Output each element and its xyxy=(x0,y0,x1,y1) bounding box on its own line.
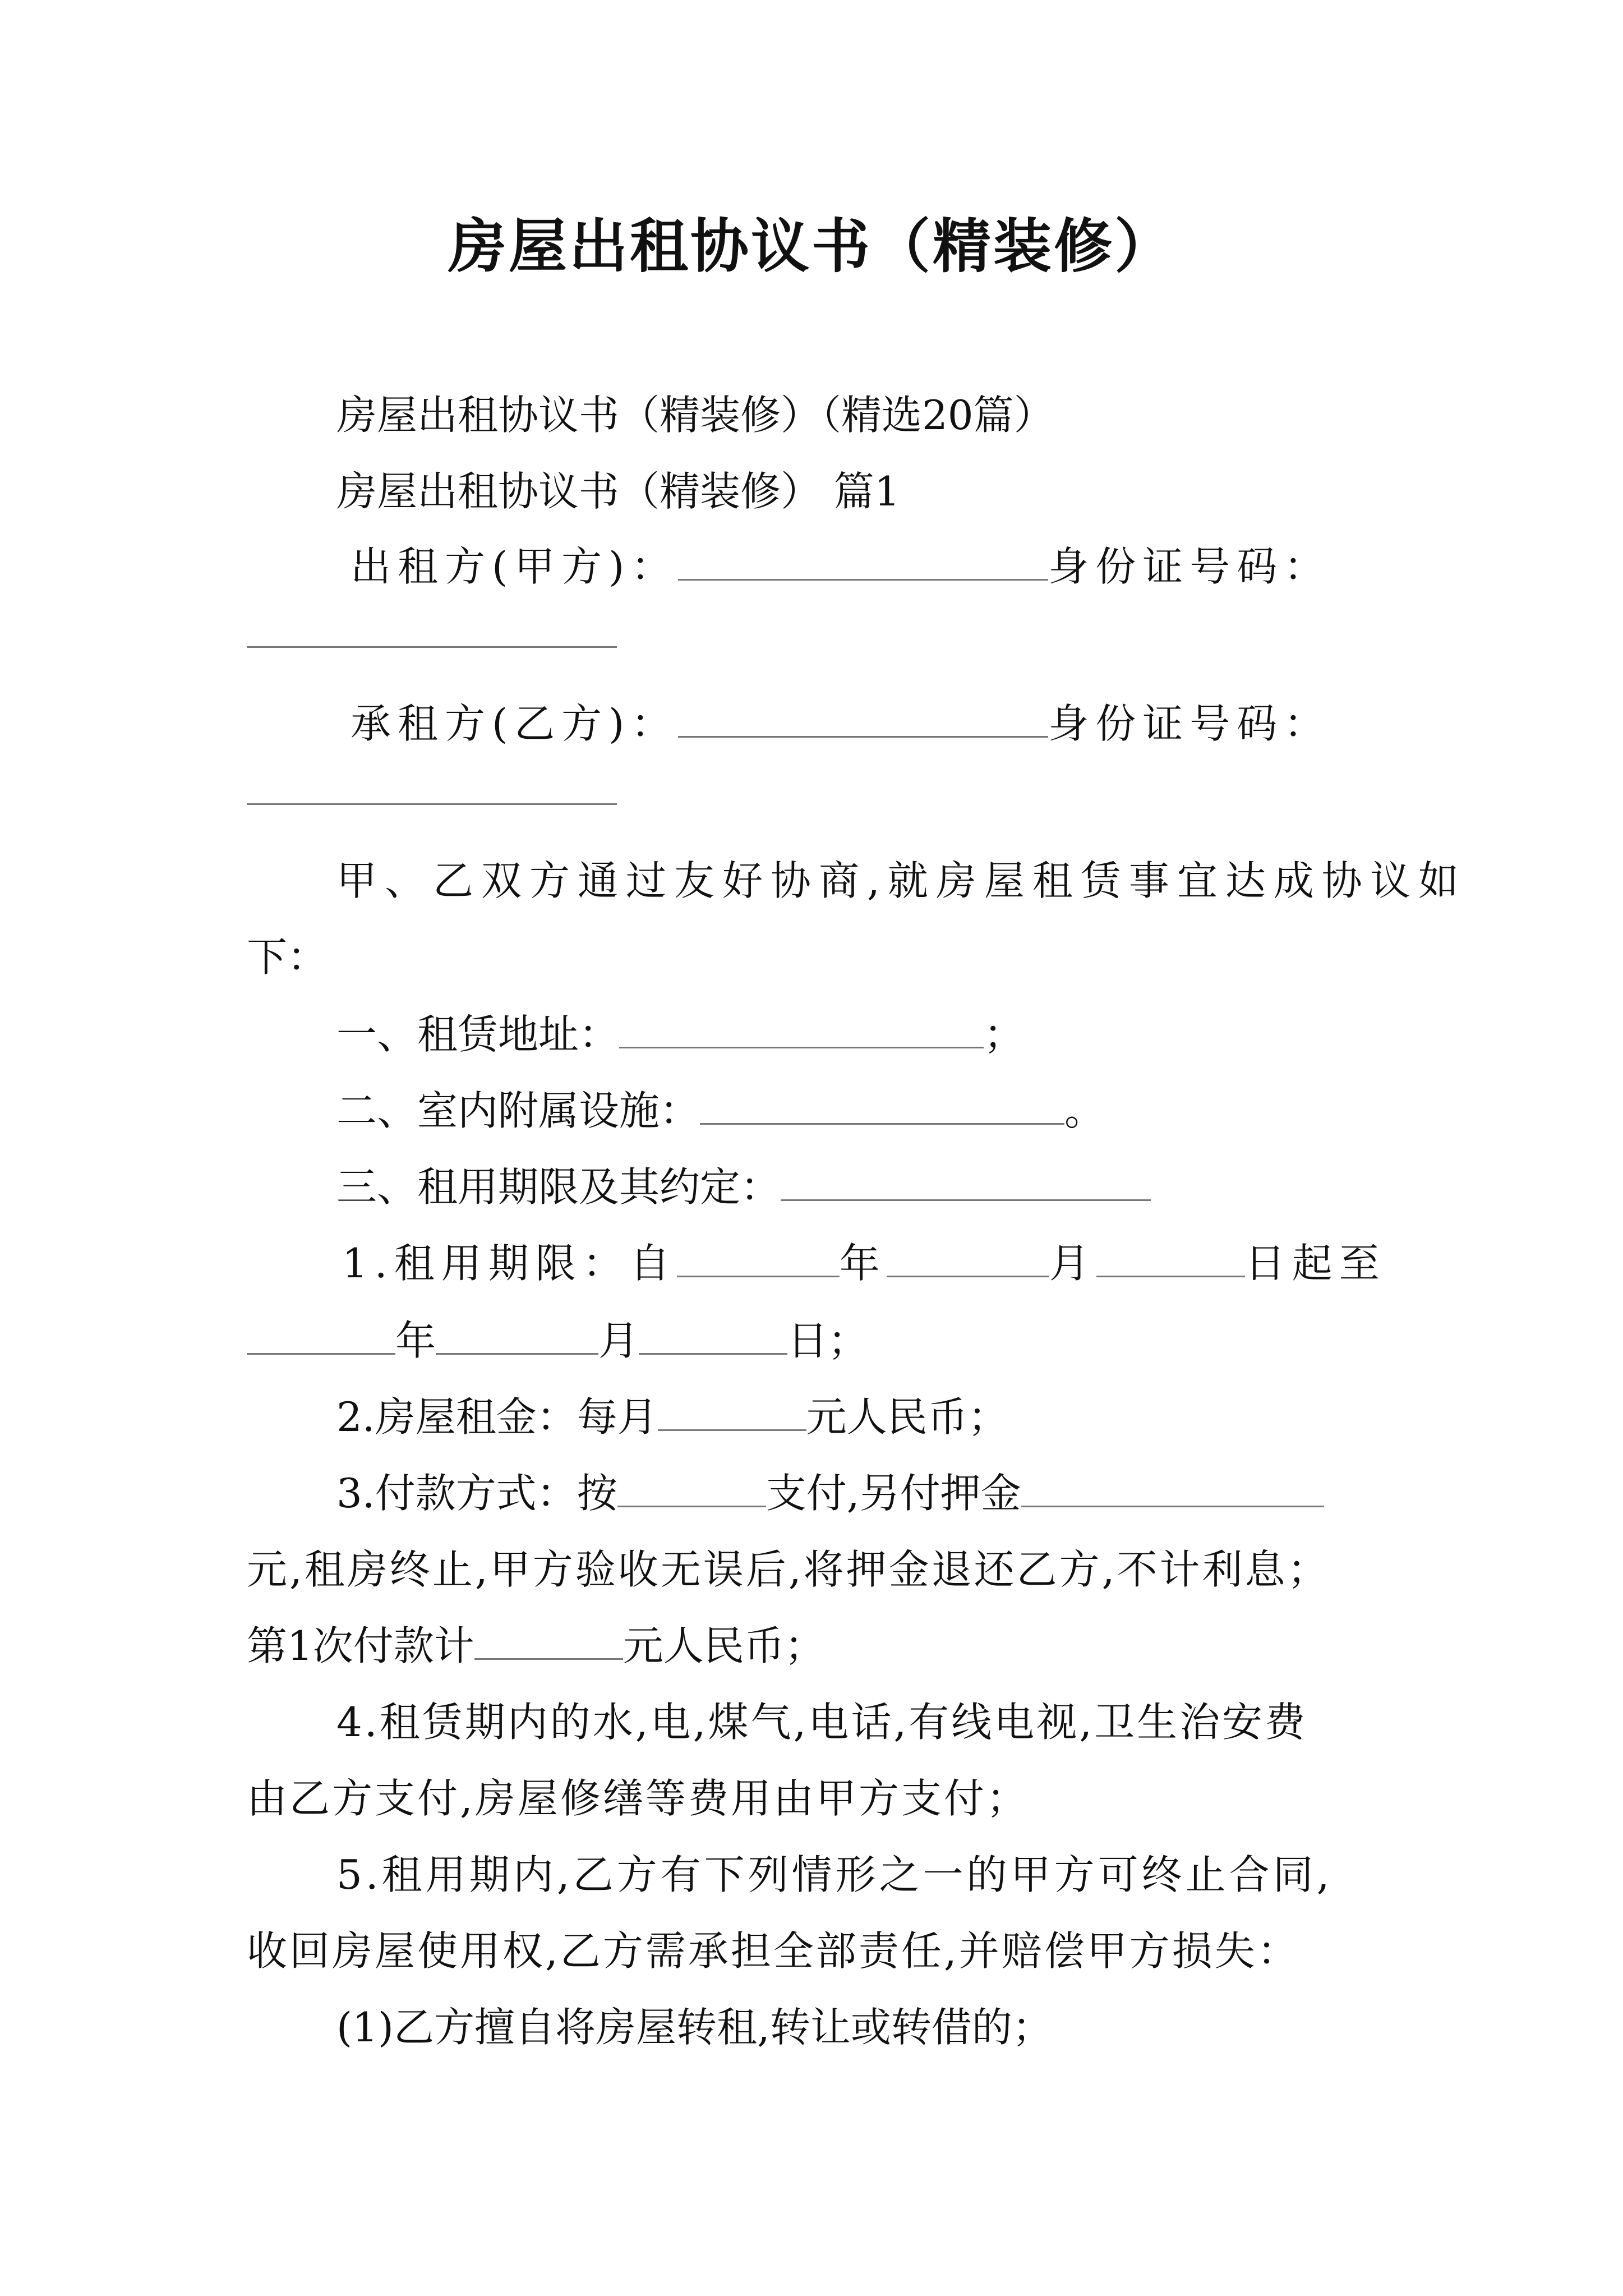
item-2-line xyxy=(336,1083,1105,1139)
end-month-label: 月 xyxy=(598,1317,639,1364)
rent-line xyxy=(336,1389,1008,1445)
lessee-line xyxy=(351,696,1331,752)
end-day-field[interactable] xyxy=(639,1314,787,1355)
payment-line-1 xyxy=(336,1465,1324,1521)
payment-method-field[interactable] xyxy=(617,1466,766,1507)
term-line-1 xyxy=(342,1235,1386,1291)
item-1-line xyxy=(336,1006,1024,1062)
end-month-field[interactable] xyxy=(436,1314,598,1355)
lessee-id-label: 身份证号码： xyxy=(1048,700,1331,747)
lessor-id-label: 身份证号码： xyxy=(1048,543,1331,590)
item-1-label: 一、租赁地址： xyxy=(336,1011,620,1058)
lessor-label: 出租方(甲方)： xyxy=(351,543,679,590)
first-payment-field[interactable] xyxy=(474,1619,623,1660)
monthly-rent-field[interactable] xyxy=(658,1390,806,1431)
day-start-label: 日起至 xyxy=(1244,1240,1386,1287)
term5-line-2: 收回房屋使用权,乙方需承担全部责任,并赔偿甲方损失： xyxy=(247,1927,1300,1975)
lessor-name-field[interactable] xyxy=(678,540,1048,581)
term-line-2 xyxy=(247,1313,868,1369)
payment-line-2: 元,租房终止,甲方验收无误后,将押金退还乙方,不计利息； xyxy=(247,1546,1330,1593)
intro-line-2: 下： xyxy=(247,933,328,981)
rent-label: 2.房屋租金：每月 xyxy=(336,1393,658,1441)
start-year-field[interactable] xyxy=(677,1236,840,1277)
lessee-label: 承租方(乙方)： xyxy=(351,700,679,747)
term-agreement-field[interactable] xyxy=(781,1160,1151,1201)
payment-mid: 支付,另付押金 xyxy=(766,1470,1021,1517)
rent-unit: 元人民币； xyxy=(806,1393,1008,1441)
fees-line-1: 4.租赁期内的水,电,煤气,电话,有线电视,卫生治安费 xyxy=(336,1699,1308,1746)
lease-address-field[interactable] xyxy=(619,1007,984,1048)
first-payment-unit: 元人民币； xyxy=(623,1622,825,1669)
article-heading: 房屋出租协议书（精装修） 篇1 xyxy=(336,468,900,515)
facilities-field[interactable] xyxy=(700,1084,1064,1125)
item-2-end: 。 xyxy=(1064,1087,1105,1134)
lessor-id-field[interactable] xyxy=(247,607,617,648)
item-3-label: 三、租用期限及其约定： xyxy=(336,1163,781,1211)
lessee-id-field[interactable] xyxy=(247,764,617,805)
end-year-label: 年 xyxy=(395,1317,436,1364)
year-label: 年 xyxy=(839,1240,887,1287)
start-month-field[interactable] xyxy=(887,1236,1049,1277)
term5-sub-1: (1)乙方擅自将房屋转租,转让或转借的； xyxy=(336,2004,1053,2051)
month-label: 月 xyxy=(1049,1240,1096,1287)
lessee-name-field[interactable] xyxy=(678,697,1048,738)
payment-label: 3.付款方式：按 xyxy=(336,1470,617,1517)
subtitle: 房屋出租协议书（精装修）（精选20篇） xyxy=(336,392,1054,439)
first-payment-label: 第1次付款计 xyxy=(247,1622,474,1669)
end-year-field[interactable] xyxy=(247,1314,395,1355)
fees-line-2: 由乙方支付,房屋修缮等费用由甲方支付； xyxy=(247,1775,1029,1822)
lessor-line xyxy=(351,539,1331,595)
item-1-end: ； xyxy=(984,1011,1025,1058)
day-end-label: 日； xyxy=(787,1317,869,1364)
start-day-field[interactable] xyxy=(1096,1236,1245,1277)
item-2-label: 二、室内附属设施： xyxy=(336,1087,700,1134)
payment-line-3 xyxy=(247,1618,825,1674)
item-3-line xyxy=(336,1159,1151,1215)
lessor-id-line xyxy=(247,606,617,662)
term5-line-1: 5.租用期内,乙方有下列情形之一的甲方可终止合同, xyxy=(336,1851,1333,1898)
intro-line-1: 甲、乙双方通过友好协商,就房屋租赁事宜达成协议如 xyxy=(336,857,1467,904)
document-title: 房屋出租协议书（精装修） xyxy=(448,211,1175,280)
lessee-id-line xyxy=(247,763,617,819)
deposit-field[interactable] xyxy=(1021,1466,1324,1507)
term-label: 1.租用期限：自 xyxy=(342,1240,677,1287)
